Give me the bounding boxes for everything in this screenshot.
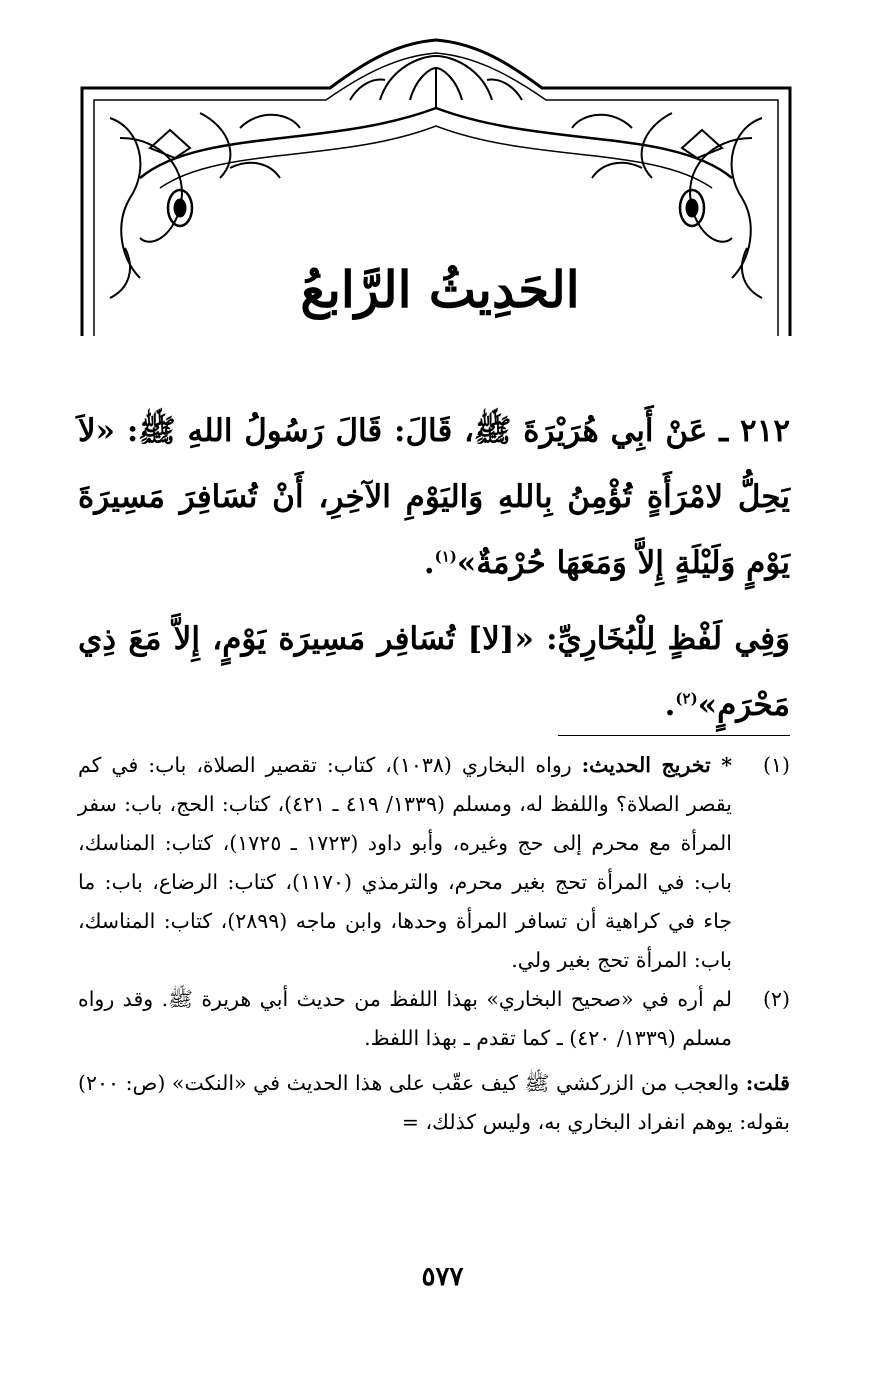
footnote-lead: * تخريج الحديث: [581,753,732,777]
hadith-text-main: ٢١٢ ـ عَنْ أَبِي هُرَيْرَةَ ﷺ، قَالَ: قَالَ رَسُولُ اللهِ ﷺ: «لاَ يَحِلُّ لامْرَأَةٍ تُؤْمِنُ بِاللهِ وَاليَوْمِ الآخِرِ، أَنْ تُسَافِرَ مَسِيرَةَ يَوْمٍ وَلَيْلَةٍ إِلاَّ وَمَعَهَا حُرْمَةٌ» [78,413,790,581]
footnote-1 [78,746,790,980]
hadith-period: . [664,687,676,723]
footnote-ref-1: (١) [434,547,457,566]
footnote-2 [78,980,790,1058]
footnotes [78,746,790,1142]
footnote-text: لم أره في «صحيح البخاري» بهذا اللفظ من حديث أبي هريرة ﷺ. وقد رواه مسلم (١٣٣٩/ ٤٢٠) ـ كما تقدم ـ بهذا اللفظ. [78,987,732,1050]
footnote-continuation [78,1064,790,1142]
footnote-text: رواه البخاري (١٠٣٨)، كتاب: تقصير الصلاة، باب: في كم يقصر الصلاة؟ واللفظ له، ومسلم (١٣٣٩/ ٤١٩ ـ ٤٢١)، كتاب: الحج، باب: سفر المرأة مع محرم إلى حج وغيره، وأبو داود (١٧٢٣ ـ ١٧٢٥)، كتاب: المناسك، باب: في المرأة تحج بغير محرم، والترمذي (١١٧٠)، كتاب: الرضاع، باب: ما جاء في كراهية أن تسافر المرأة وحدها، وابن ماجه (٢٨٩٩)، كتاب: المناسك، باب: المرأة تحج بغير ولي. [78,753,732,972]
hadith-variant-text: وَفِي لَفْظٍ لِلْبُخَارِيِّ: «[لا] تُسَافِر مَسِيرَة يَوْمٍ، إِلاَّ مَعَ ذِي مَحْرَمٍ» [78,621,790,723]
hadith-paragraph-1 [78,398,790,596]
footnote-separator [558,735,790,736]
footnote-number: (١) [762,753,790,777]
hadith-paragraph-2 [78,606,790,738]
footnote-text: والعجب من الزركشي ﷺ كيف عقّب على هذا الحديث في «النكت» (ص: ٢٠٠) بقوله: يوهم انفراد البخاري به، وليس كذلك، = [78,1071,790,1134]
footnote-ref-2: (٢) [675,689,698,708]
footnote-number: (٢) [762,987,790,1011]
hadith-text [78,398,790,738]
page-number: ٥٧٧ [421,1262,464,1292]
chapter-title: الحَدِيثُ الرَّابعُ [300,260,580,319]
hadith-period: . [423,545,435,581]
footnote-lead: قلت: [745,1071,790,1095]
